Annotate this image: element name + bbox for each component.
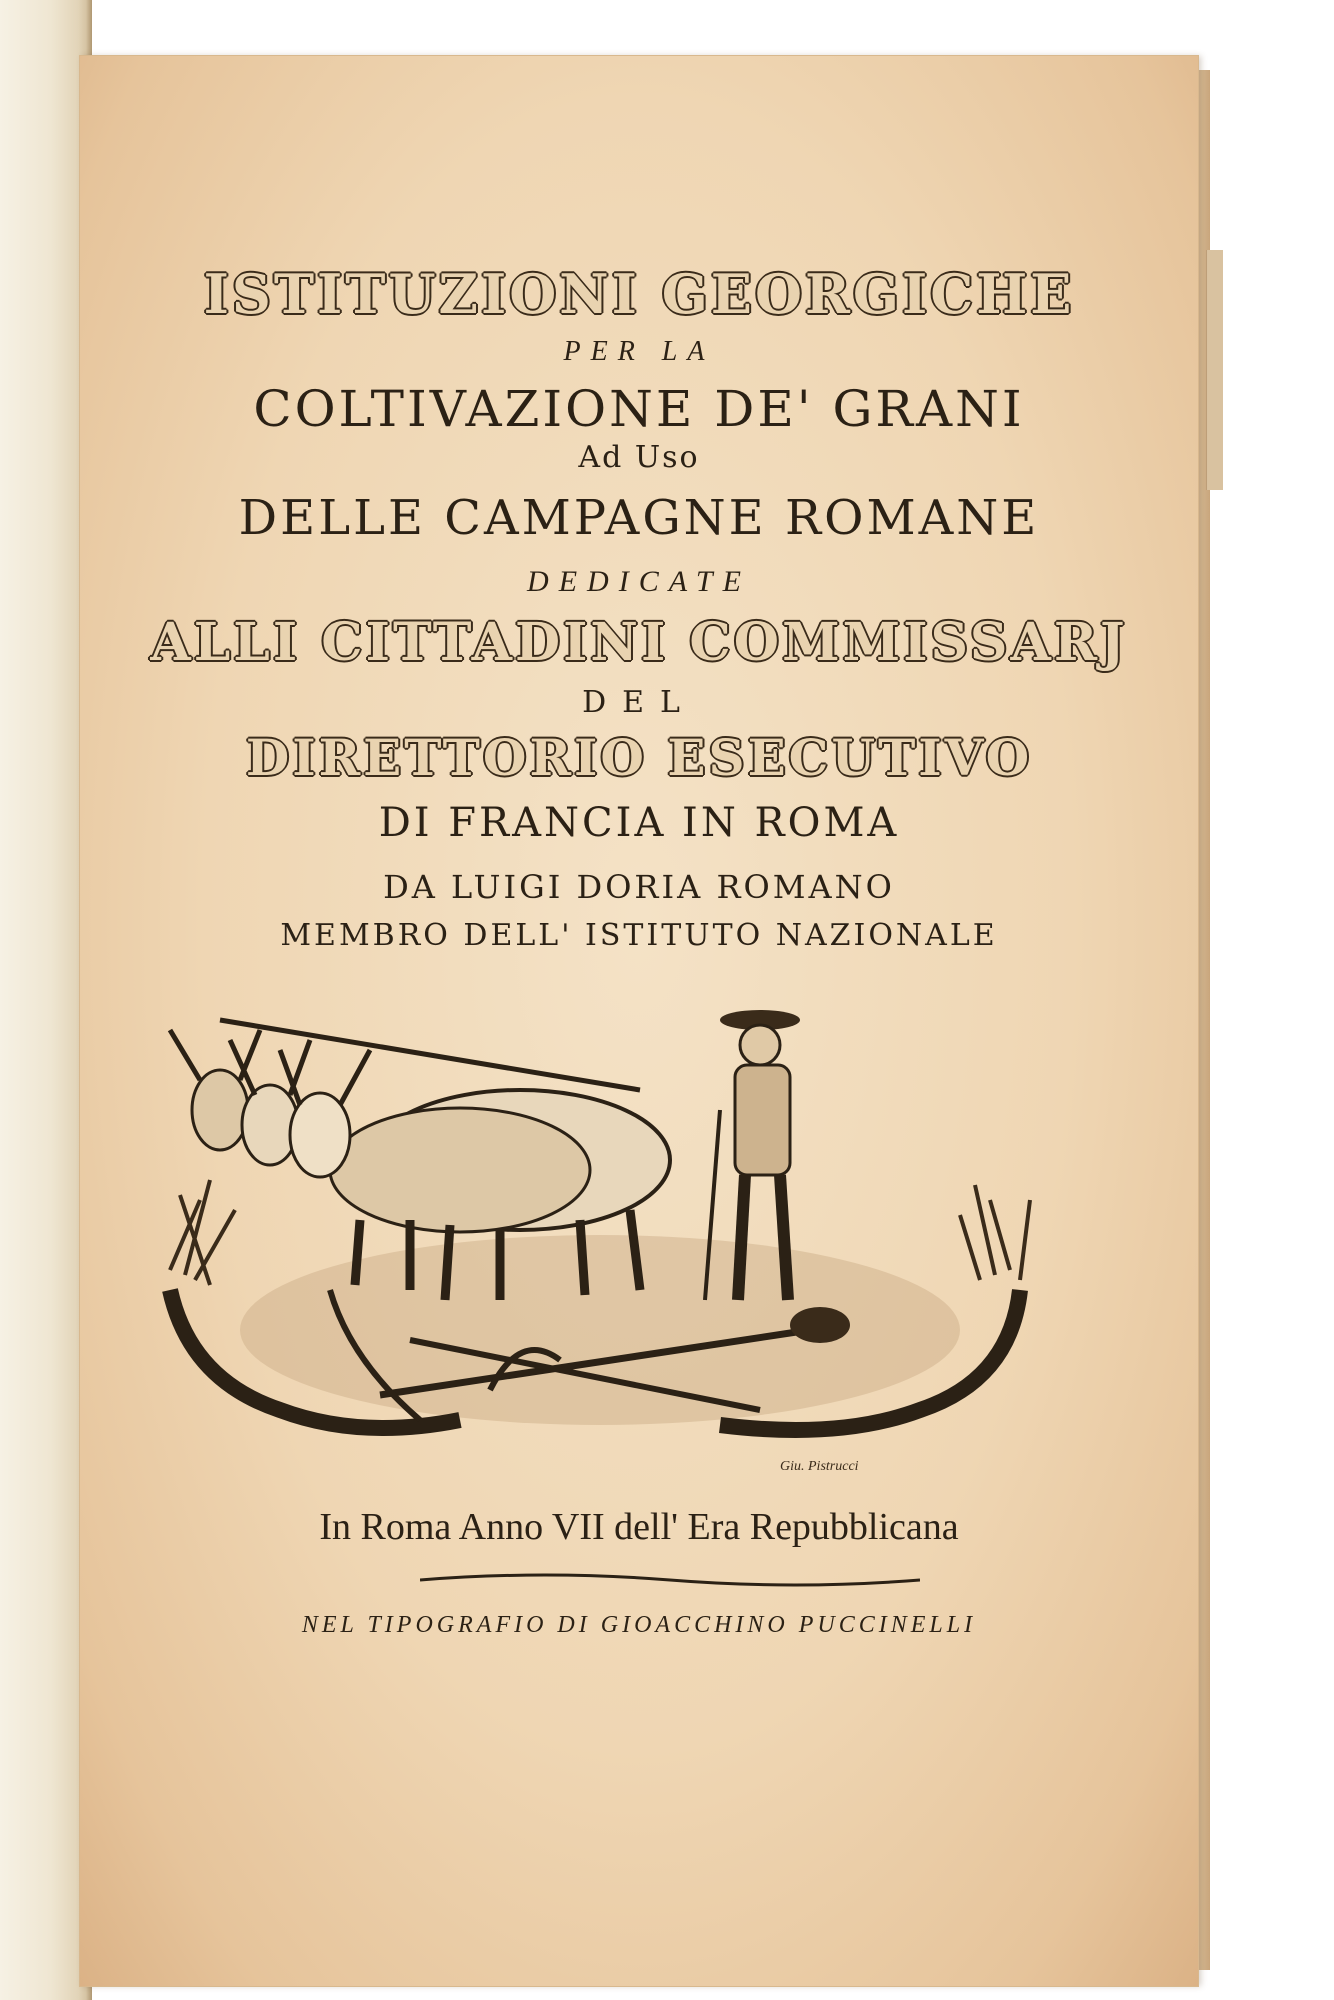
title-line-9: DIRETTORIO ESECUTIVO — [245, 728, 1033, 787]
title-line-6: DEDICATE — [527, 565, 751, 598]
engraver-signature: Giu. Pistrucci — [780, 1459, 859, 1474]
vignette-engraving — [160, 1000, 1040, 1480]
title-line-4: Ad Uso — [578, 440, 700, 475]
title-line-8: DEL — [582, 685, 696, 720]
author-affiliation: MEMBRO DELL' ISTITUTO NAZIONALE — [280, 918, 998, 953]
left-page-edge — [0, 0, 92, 2000]
title-line-7: ALLI CITTADINI COMMISSARJ — [150, 612, 1128, 673]
title-line-5: DELLE CAMPAGNE ROMANE — [238, 490, 1040, 546]
title-line-2: PER LA — [563, 336, 715, 367]
title-line-3: COLTIVAZIONE DE' GRANI — [253, 380, 1025, 438]
page-tab — [1206, 250, 1223, 490]
title-line-10: DI FRANCIA IN ROMA — [378, 800, 900, 846]
printer-line: NEL TIPOGRAFIO DI GIOACCHINO PUCCINELLI — [301, 1612, 977, 1638]
author-line: DA LUIGI DORIA ROMANO — [383, 868, 895, 906]
ornamental-rule — [420, 1570, 920, 1590]
title-line-1: ISTITUZIONI GEORGICHE — [203, 262, 1075, 326]
imprint-line: In Roma Anno VII dell' Era Repubblicana — [319, 1506, 959, 1548]
